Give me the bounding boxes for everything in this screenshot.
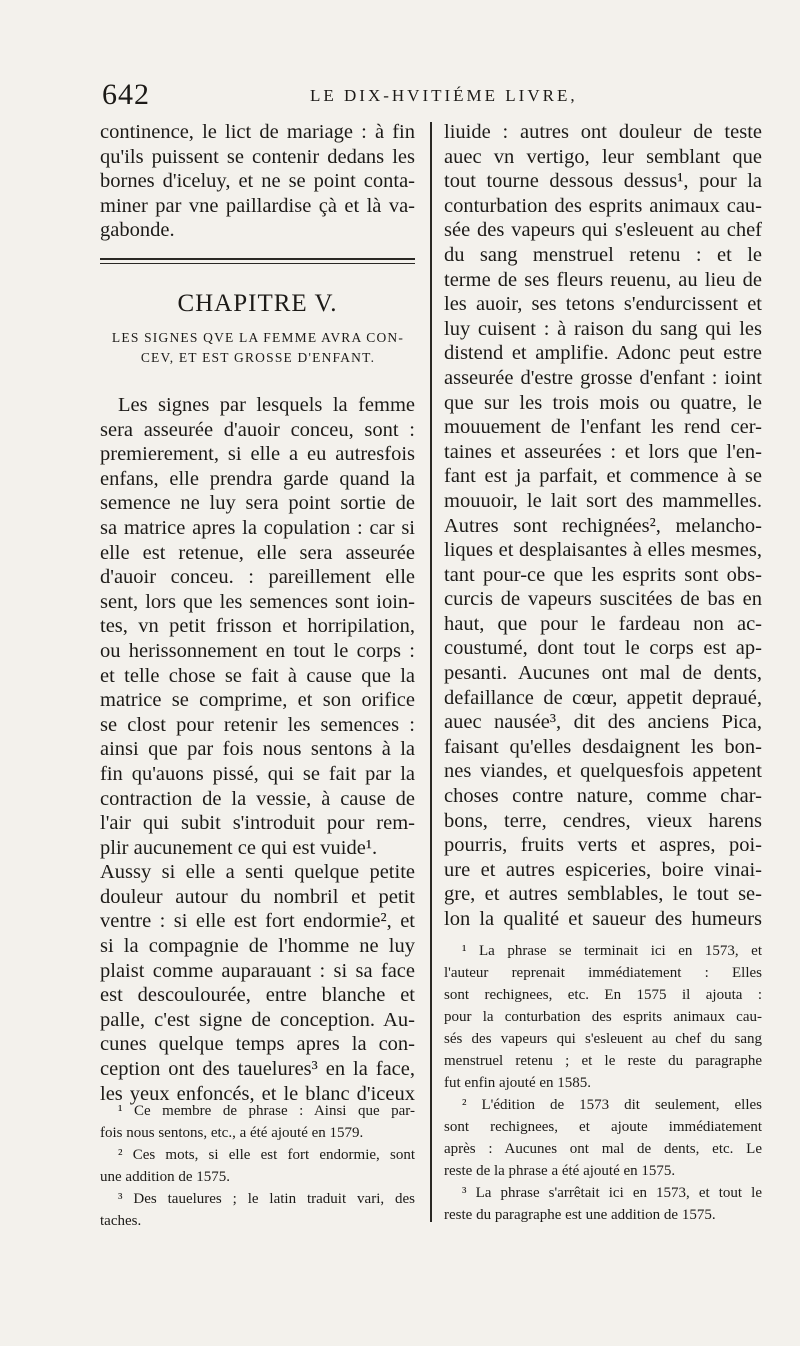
text-line: plir aucunement ce qui est vuide¹. [100, 836, 378, 859]
chapter-subtitle-line: CEV, ET EST GROSSE D'ENFANT. [140, 350, 376, 365]
footnote-line: fut enfin ajouté en 1585. [444, 1075, 592, 1091]
text-line: se clost pour retenir les semences : [100, 713, 415, 736]
text-line: Autres sont rechignées², melancho- [444, 514, 762, 537]
text-line: continence, le lict de mariage : à fin [100, 121, 415, 143]
footnote-line: une addition de 1575. [100, 1169, 230, 1185]
text-line: asseurée d'estre grosse d'enfant : ioint [444, 366, 762, 389]
right-footnotes [444, 940, 762, 1226]
text-line: terme de ses fleurs reuenu, au lieu de [444, 268, 762, 291]
paragraph-continuation [100, 120, 415, 243]
text-line: tant pour-ce que les esprits sont obs- [444, 563, 762, 586]
left-column-top [100, 120, 415, 243]
footnote-line: menstruel retenu ; et le reste du paragraphe [444, 1053, 762, 1069]
footnote-line: sont rechignees, et ajoute immédiatement [444, 1119, 762, 1135]
text-line: coustumé, dont tout le corps est ap- [444, 637, 762, 660]
text-line: sera asseurée d'auoir conceu, sont : [100, 418, 415, 441]
text-line: luy cuisent : à raison du sang qui les [444, 317, 762, 340]
text-line: ventre : si elle est fort endormie², et [100, 910, 415, 933]
text-line: tes, vn petit frisson et horripilation, [100, 615, 415, 638]
text-line: l'air qui subit s'introduit pour rem- [100, 812, 415, 835]
text-line: pesanti. Aucunes ont mal de dents, [444, 662, 762, 685]
text-line: douleur autour du nombril et petit [100, 885, 415, 908]
chapter-subtitle [108, 328, 408, 368]
text-line: mouuement de l'enfant les rend cer- [444, 416, 762, 439]
text-line: ure et autres espiceries, boire vinai- [444, 858, 762, 881]
text-line: taines et asseurées : et lors que l'en- [444, 440, 762, 463]
text-line: auec nausée³, dit des anciens Pica, [444, 711, 762, 734]
text-line: semence ne luy sera point sortie de [100, 492, 415, 515]
text-line: les yeux enfoncés, et le blanc d'iceux [100, 1082, 415, 1105]
footnote-line: ² L'édition de 1573 dit seulement, elles [462, 1097, 762, 1113]
text-line: est descoulourée, entre blanche et [100, 984, 415, 1007]
text-line: nes viandes, et quelquesfois appetent [444, 760, 762, 783]
text-line: ception ont des tauelures³ en la face, [100, 1058, 415, 1081]
text-line: sa matrice apres la copulation : car si [100, 516, 415, 539]
text-line: gre, et autres semblables, le tout se- [444, 883, 762, 906]
chapter-title: CHAPITRE V. [177, 290, 338, 317]
footnote-line: l'auteur reprenait immédiatement : Elles [444, 965, 762, 981]
text-line: si la compagnie de l'homme ne luy [100, 935, 415, 958]
chapter-paragraph [100, 393, 415, 1106]
text-line: du sang menstruel retenu : et le [444, 243, 762, 266]
text-line: cunes quelque temps apres la con- [100, 1033, 415, 1056]
text-line: contraction de la vessie, à cause de [100, 787, 415, 810]
footnote-line: ¹ Ce membre de phrase : Ainsi que par- [118, 1103, 415, 1119]
footnote-line: sés des vapeurs qui s'esleuent au chef du sang [444, 1031, 762, 1047]
column-divider [430, 122, 432, 1222]
footnote-line: taches. [100, 1213, 142, 1229]
text-line: qu'ils puissent se contenir dedans les [100, 145, 415, 168]
text-line: les auoir, ses tetons s'endurcissent et [444, 293, 762, 316]
text-line: Les signes par lesquels la femme [118, 394, 415, 416]
text-line: liques et desplaisantes à elles mesmes, [444, 539, 762, 562]
running-title: LE DIX-HVITIÉME LIVRE, [310, 86, 578, 105]
text-line: elle est retenue, elle sera asseurée [100, 541, 415, 564]
chapter-paragraph-continued [444, 120, 762, 932]
footnote-line: fois nous sentons, etc., a été ajouté en 1579. [100, 1125, 364, 1141]
page-number: 642 [102, 78, 150, 111]
text-line: mouuoir, le lait sort des mammelles. [444, 489, 762, 512]
text-line: sée des vapeurs qui s'esleuent au chef [444, 219, 762, 242]
text-line: liuide : autres ont douleur de teste [444, 121, 762, 143]
text-line: plaist comme auparauant : si sa face [100, 959, 415, 982]
section-separator [100, 258, 415, 264]
footnote-line: pour la conturbation des esprits animaux cau- [444, 1009, 762, 1025]
text-line: fant est ja parfait, et commence à se [444, 465, 762, 488]
footnote-line: ³ La phrase s'arrêtait ici en 1573, et tout le [462, 1185, 762, 1201]
left-footnotes [100, 1100, 415, 1232]
text-line: pourris, fruits verts et aspres, poi- [444, 834, 762, 857]
text-line: et telle chose se fait à cause que la [100, 664, 415, 687]
footnote-line: ¹ La phrase se terminait ici en 1573, et [462, 943, 762, 959]
text-line: miner par vne paillardise çà et là va- [100, 194, 415, 217]
text-line: enfans, elle prendra garde quand la [100, 467, 415, 490]
text-line: ainsi que par fois nous sentons à la [100, 738, 415, 761]
text-line: gabonde. [100, 219, 175, 242]
footnote-line: reste du paragraphe est une addition de 1575. [444, 1207, 716, 1223]
text-line: bornes d'iceluy, et ne se point conta- [100, 170, 415, 193]
text-line: palle, c'est signe de conception. Au- [100, 1008, 415, 1031]
text-line: d'auoir conceu. : pareillement elle [100, 566, 415, 589]
chapter-subtitle-line: LES SIGNES QVE LA FEMME AVRA CON- [111, 330, 405, 345]
text-line: lon la qualité et saueur des humeurs [444, 908, 762, 930]
text-line: curcis de vapeurs suscitées de bas en [444, 588, 762, 611]
footnote-line: reste de la phrase a été ajouté en 1575. [444, 1163, 676, 1179]
text-line: choses contre nature, comme char- [444, 785, 762, 808]
text-line: Aussy si elle a senti quelque petite [100, 861, 415, 884]
text-line: matrice se comprime, et son orifice [100, 689, 415, 712]
footnote-line: sont rechignees, etc. En 1575 il ajouta : [444, 987, 762, 1003]
text-line: bons, terre, cendres, vieux harens [444, 809, 762, 832]
text-line: auec vn vertigo, leur semblant que [444, 145, 762, 168]
text-line: premierement, si elle a eu autresfois [100, 443, 415, 466]
text-line: distend et amplifie. Adonc peut estre [444, 342, 762, 365]
right-column-body [444, 120, 762, 932]
text-line: faisant qu'elles desdaignent les bon- [444, 735, 762, 758]
text-line: sent, lors que les semences sont ioin- [100, 590, 415, 613]
text-line: conturbation des esprits animaux cau- [444, 194, 762, 217]
footnote-line: ² Ces mots, si elle est fort endormie, sont [118, 1147, 415, 1163]
left-column-body [100, 393, 415, 1106]
page-header [90, 70, 770, 120]
text-line: tout tourne dessous dessus¹, pour la [444, 170, 762, 193]
text-line: haut, que pour le fardeau non ac- [444, 612, 762, 635]
text-line: ou herissonnement en tout le corps : [100, 639, 415, 662]
footnote-line: après : Aucunes ont mal de dents, etc. Le [444, 1141, 762, 1157]
text-line: defaillance de cœur, appetit depraué, [444, 686, 762, 709]
footnote-line: ³ Des tauelures ; le latin traduit vari, des [118, 1191, 415, 1207]
text-line: que sur les trois mois ou quatre, le [444, 391, 762, 414]
text-line: fin qu'auons pissé, qui se fait par la [100, 762, 415, 785]
